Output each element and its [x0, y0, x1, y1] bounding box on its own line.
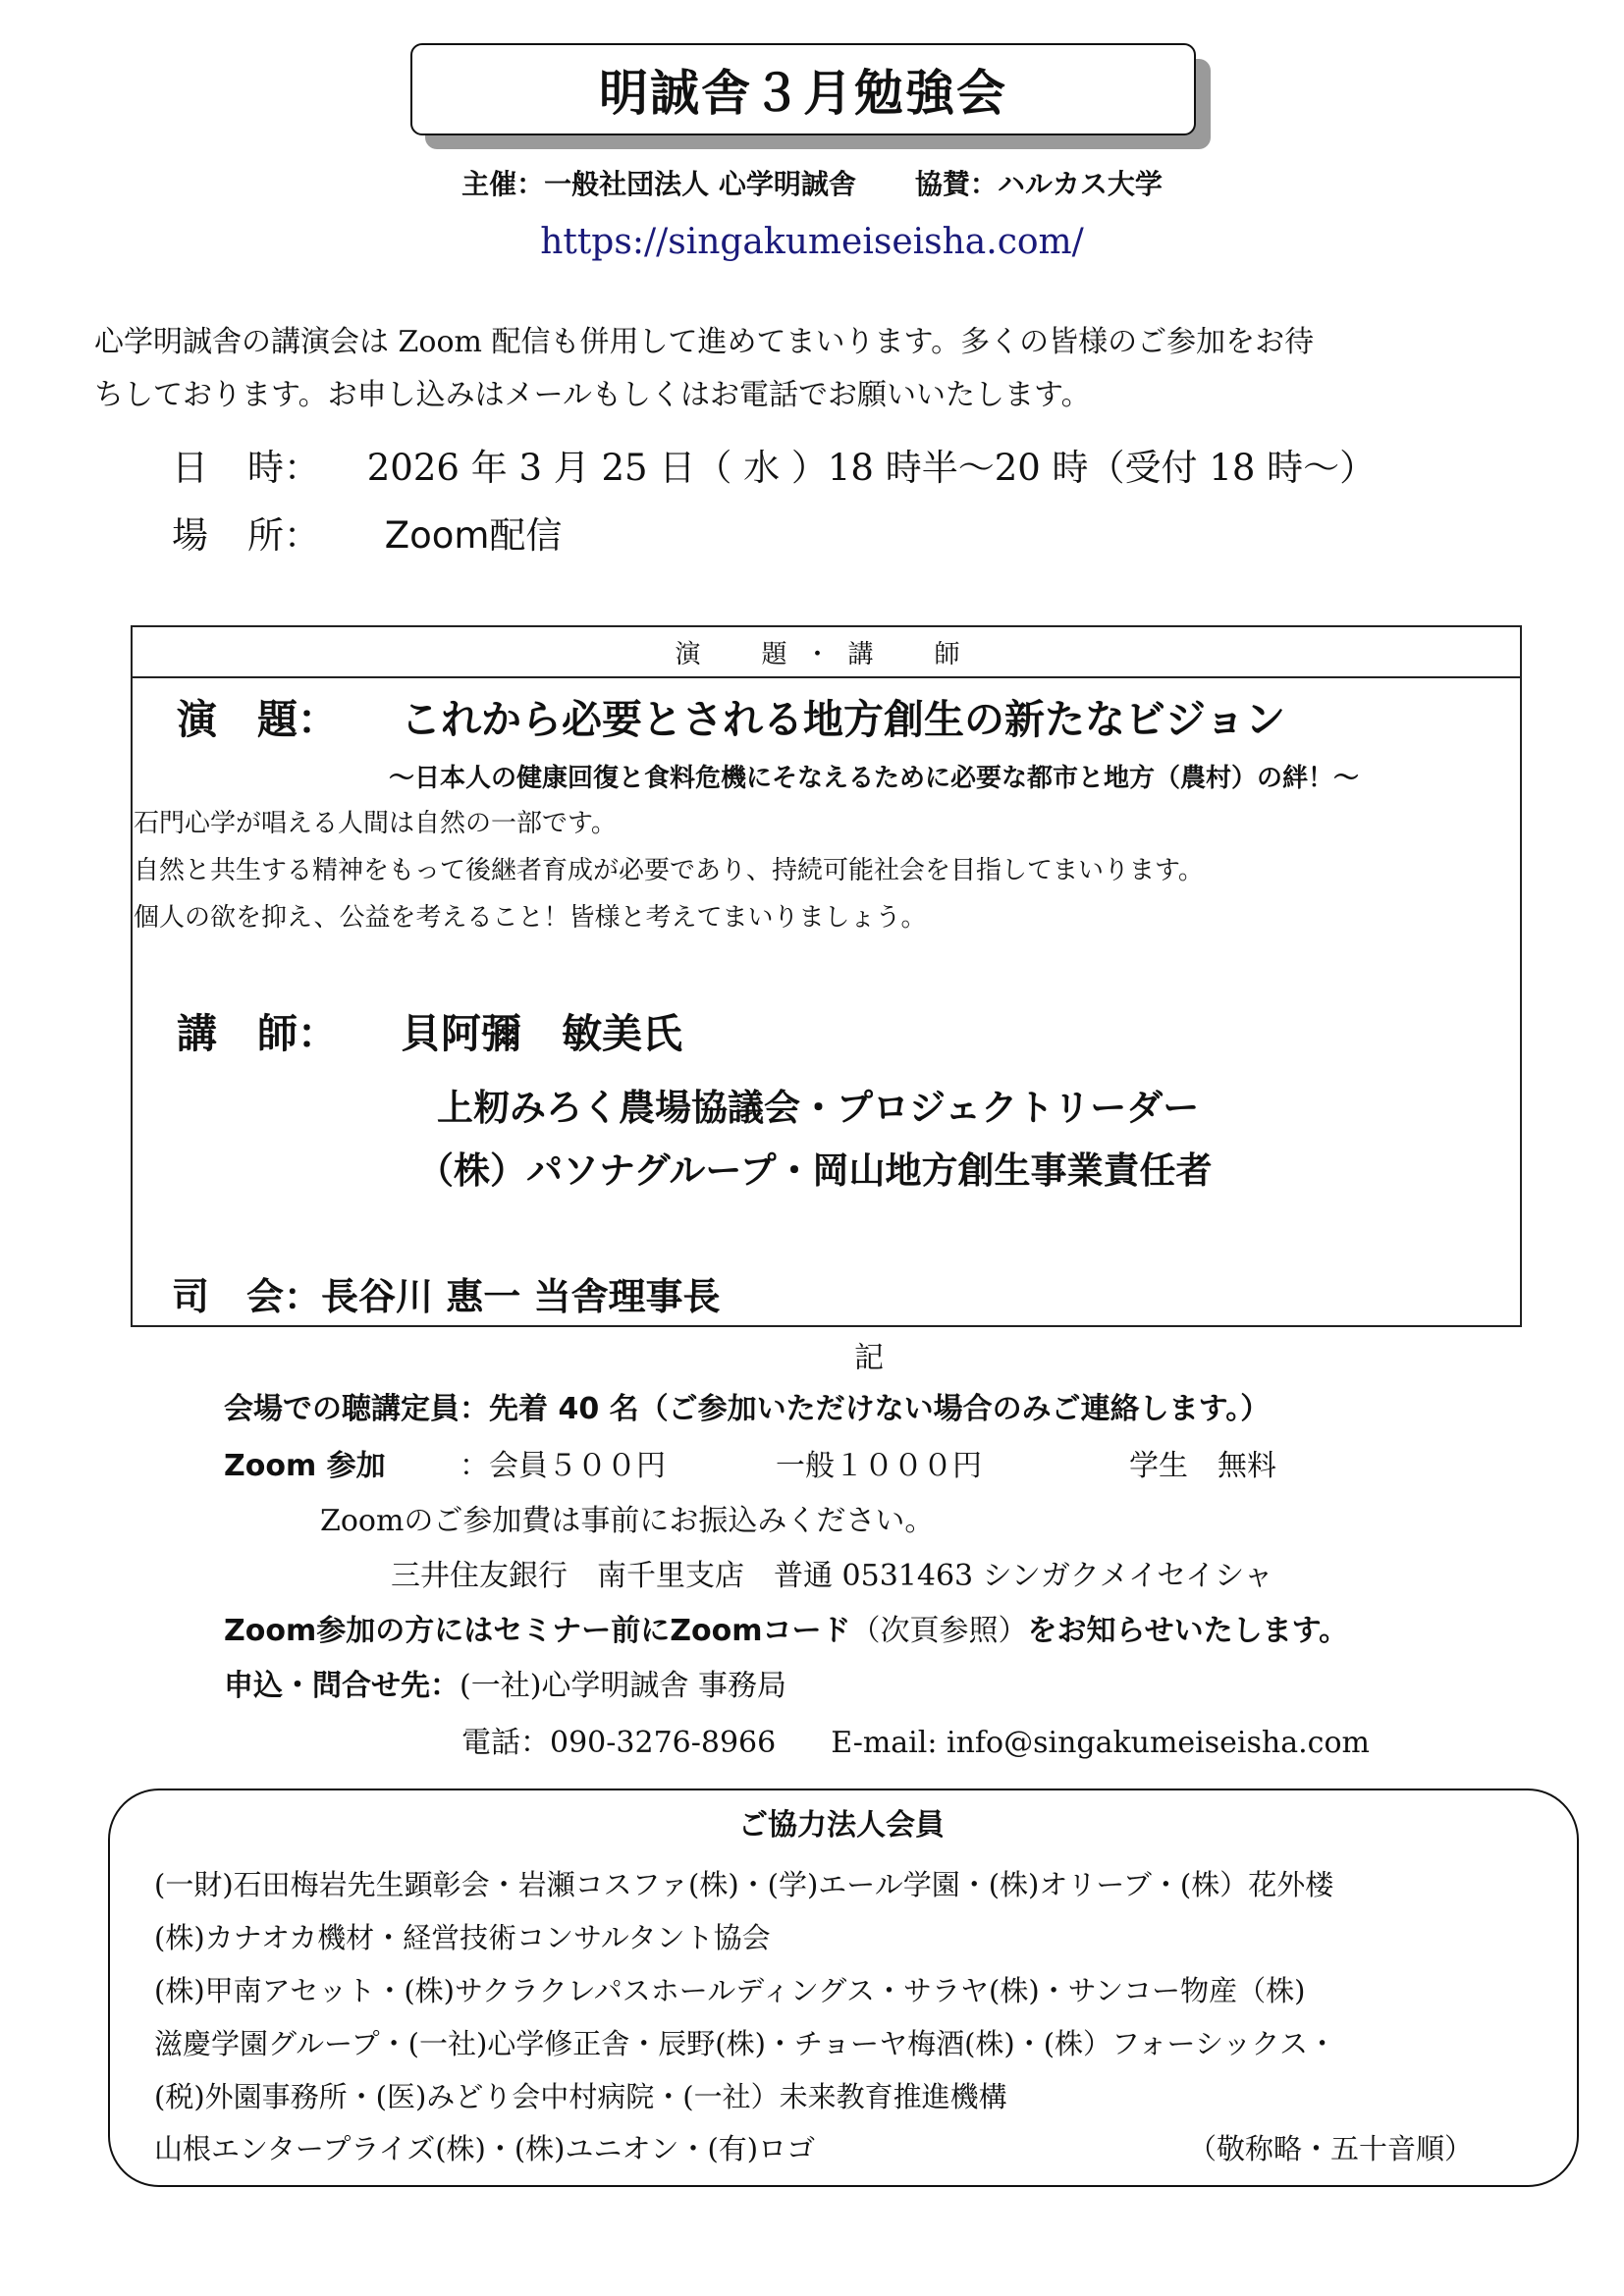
desc-line-1: 石門心学が唱える人間は自然の一部です。	[134, 809, 617, 838]
theme-description	[134, 800, 1204, 941]
theme-subtitle: ～日本人の健康回復と食料危機にそなえるために必要な都市と地方（農村）の絆！～	[388, 764, 1359, 793]
mc-line: 司 会：長谷川 惠一 当舎理事長	[172, 1275, 721, 1318]
members-title: ご協力法人会員	[738, 1808, 945, 1842]
zoom-code-ref: （次頁参照）	[850, 1614, 1028, 1648]
phone: 電話：090-3276-8966	[461, 1726, 777, 1760]
date-value: 2026 年 3 月 25 日（ 水 ）18 時半～20 時（受付 18 時～）	[366, 447, 1377, 489]
zoom-code-text: Zoom参加の方にはセミナー前にZoomコード	[224, 1614, 851, 1648]
honorific-note: （敬称略・五十音順）	[1188, 2132, 1474, 2165]
member-line: (税)外園事務所・(医)みどり会中村病院・(一社）未来教育推進機構	[154, 2080, 1007, 2113]
website-link[interactable]: https://singakumeiseisha.com/	[540, 222, 1084, 262]
member-line: 滋慶学園グループ・(一社)心学修正舎・辰野(株)・チョーヤ梅酒(株)・(株）フォーシックス・	[154, 2027, 1337, 2060]
date-row	[172, 438, 1376, 491]
desc-line-2: 自然と共生する精神をもって後継者育成が必要であり、持続可能社会を目指してまいります。	[134, 856, 1204, 885]
fee-line	[224, 1441, 1276, 1484]
contact-value: (一社)心学明誠舎 事務局	[460, 1669, 786, 1703]
place-label-1: 場	[172, 514, 208, 557]
member-line: 山根エンタープライズ(株)・(株)ユニオン・(有)ロゴ	[154, 2132, 816, 2165]
place-label-2: 所：	[247, 514, 320, 557]
theme-line	[177, 687, 1285, 745]
organizer: 主催：一般社団法人 心学明誠舎	[461, 168, 856, 200]
member-line: (株)甲南アセット・(株)サクラクレパスホールディングス・サラヤ(株)・サンコー物産（株)	[154, 1974, 1306, 2007]
fee-student: 学生 無料	[1129, 1449, 1276, 1483]
zoom-code-end: をお知らせいたします。	[1027, 1614, 1349, 1648]
email[interactable]: E-mail: info@singakumeiseisha.com	[831, 1726, 1370, 1760]
desc-line-3: 個人の欲を抑え、公益を考えること！皆様と考えてまいりましょう。	[134, 903, 927, 933]
date-label-2: 時：	[247, 447, 320, 489]
intro-text	[94, 316, 1489, 422]
zoom-code-line	[224, 1606, 1348, 1649]
place-value: Zoom配信	[384, 514, 563, 557]
prepay-line: Zoomのご参加費は事前にお振込みください。	[320, 1504, 935, 1538]
intro-line-2: ちしております。お申し込みはメールもしくはお電話でお願いいたします。	[94, 378, 1091, 412]
place-row	[172, 506, 562, 559]
capacity-line: 会場での聴講定員：先着 40 名（ご参加いただけない場合のみご連絡します。）	[224, 1392, 1271, 1426]
lecture-box-header: 演 題・講 師	[133, 627, 1520, 678]
lecturer-label: 講 師：	[177, 1010, 338, 1057]
fee-member: ：会員５００円	[460, 1449, 666, 1483]
theme-title: これから必要とされる地方創生の新たなビジョン	[401, 696, 1286, 743]
zoom-label: Zoom 参加	[224, 1449, 386, 1483]
lecturer-line	[177, 1001, 682, 1059]
date-label-1: 日	[172, 447, 208, 489]
phone-email-line	[461, 1718, 1370, 1761]
intro-line-1: 心学明誠舎の講演会は Zoom 配信も併用して進めてまいります。多くの皆様のご参加をお待	[94, 325, 1315, 359]
lecturer-role-2: （株）パソナグループ・岡山地方創生事業責任者	[417, 1149, 1213, 1192]
member-line: (株)カナオカ機材・経営技術コンサルタント協会	[154, 1921, 771, 1954]
page-title: 明誠舎３月勉強会	[410, 43, 1196, 135]
lecturer-role-1: 上籾みろく農場協議会・プロジェクトリーダー	[437, 1087, 1200, 1129]
sponsor: 協賛：ハルカス大学	[914, 168, 1163, 200]
contact-line	[224, 1661, 786, 1704]
contact-label: 申込・問合せ先：	[224, 1669, 460, 1703]
member-line: (一財)石田梅岩先生顕彰会・岩瀬コスファ(株)・(学)エール学園・(株)オリーブ・(株）花外楼	[154, 1868, 1334, 1901]
ki-mark: 記	[854, 1341, 884, 1375]
lecturer-name: 貝阿彌 敏美氏	[401, 1010, 682, 1057]
theme-label: 演 題：	[177, 696, 338, 743]
organizer-line	[0, 163, 1624, 202]
bank-line: 三井住友銀行 南千里支店 普通 0531463 シンガクメイセイシャ	[391, 1559, 1273, 1593]
fee-general: 一般１０００円	[776, 1449, 982, 1483]
